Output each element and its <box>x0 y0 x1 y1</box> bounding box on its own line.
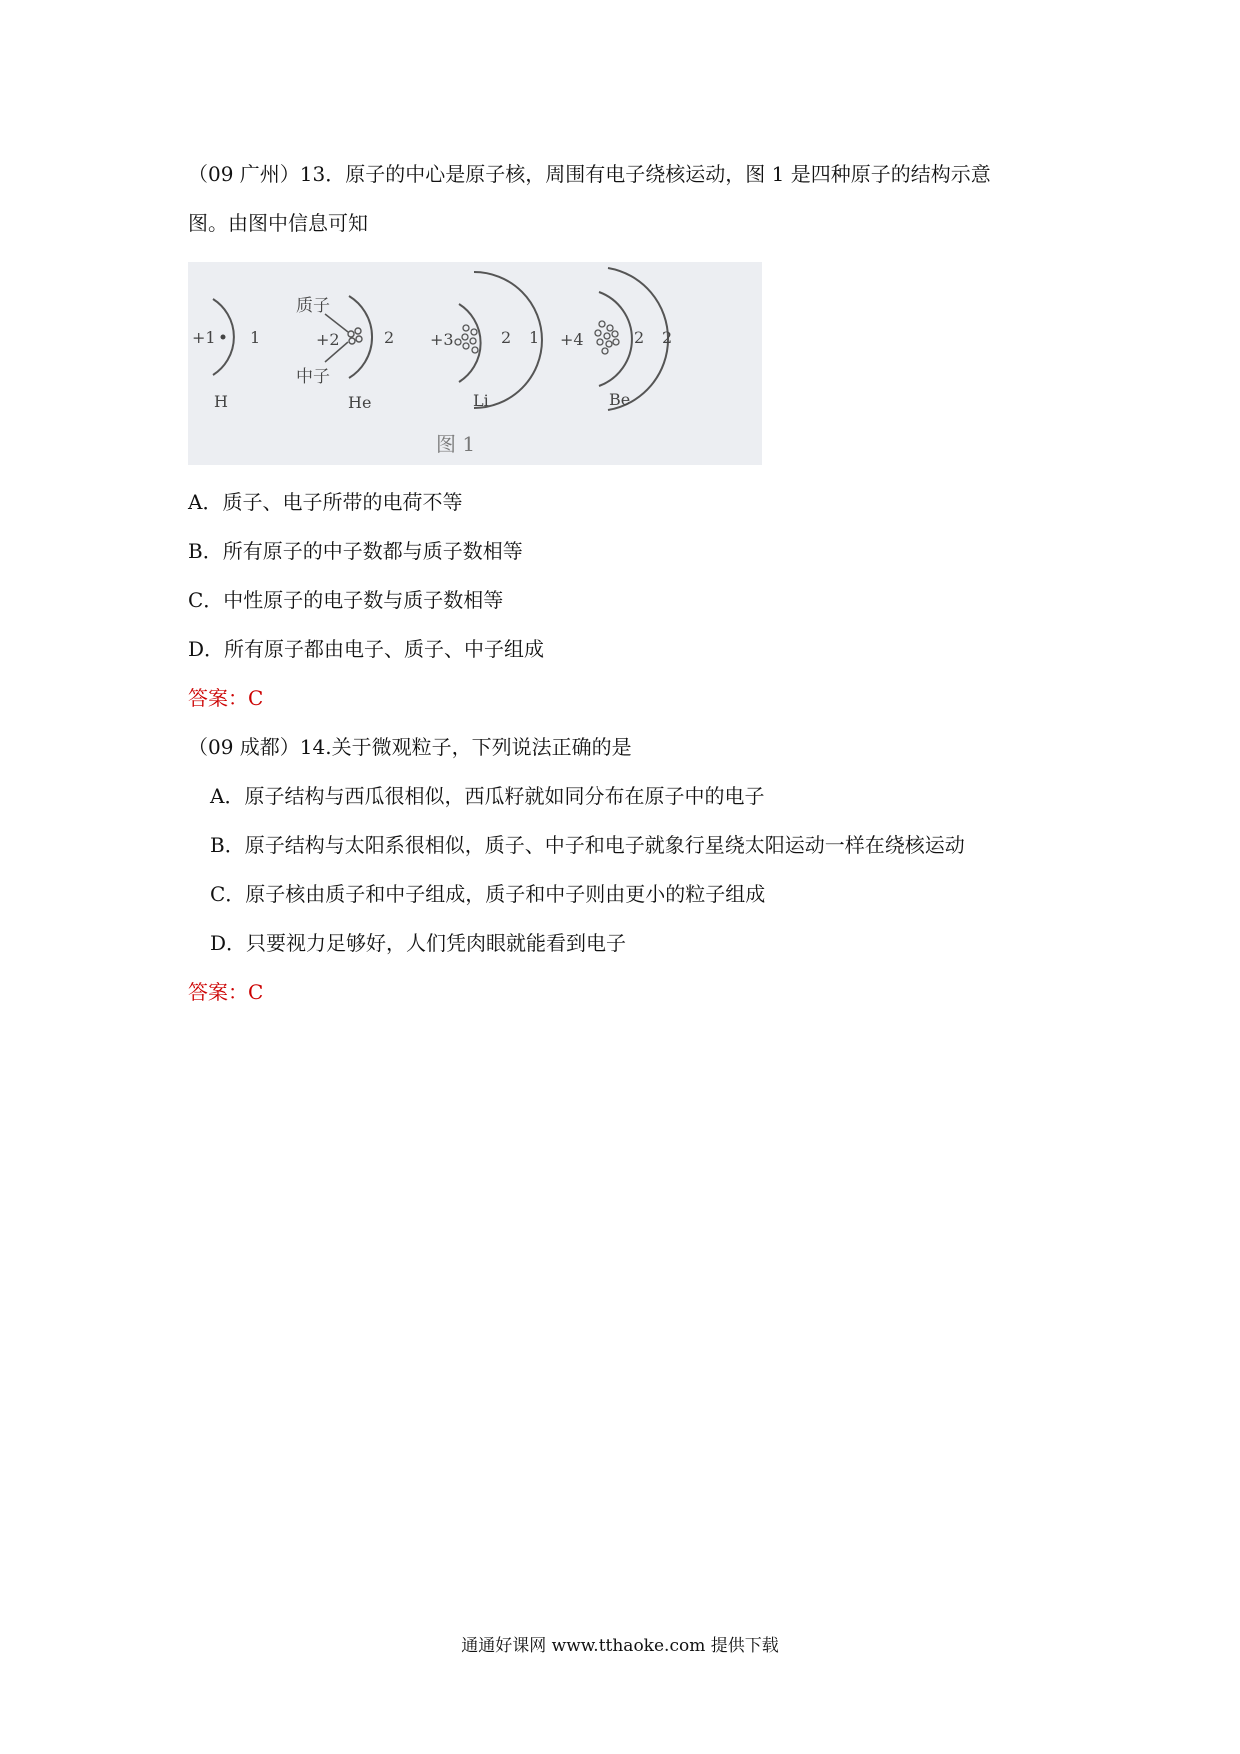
he-nucleus <box>348 328 362 344</box>
question-14-option-b: B．原子结构与太阳系很相似，质子、中子和电子就象行星绕太阳运动一样在绕核运动 <box>210 833 965 857</box>
question-14-option-c: C．原子核由质子和中子组成，质子和中子则由更小的粒子组成 <box>210 882 766 906</box>
question-14-stem: （09 成都）14.关于微观粒子，下列说法正确的是 <box>188 735 632 759</box>
question-13-stem-line1: （09 广州）13．原子的中心是原子核，周围有电子绕核运动，图 1 是四种原子的结构示意 <box>188 162 991 186</box>
li-nucleus-charge: +3 <box>430 330 454 349</box>
he-shell-1-count: 2 <box>384 328 395 347</box>
li-symbol: Li <box>473 391 489 410</box>
question-14-option-a: A．原子结构与西瓜很相似，西瓜籽就如同分布在原子中的电子 <box>210 784 765 808</box>
question-14-answer: 答案：C <box>188 980 264 1004</box>
he-nucleus-charge: +2 <box>316 330 340 349</box>
he-symbol: He <box>348 393 372 412</box>
h-symbol: H <box>214 392 228 411</box>
question-13-stem-line2: 图。由图中信息可知 <box>188 211 368 235</box>
li-nucleus <box>455 325 478 353</box>
be-shell-2-count: 2 <box>662 328 673 347</box>
atom-li <box>430 272 542 410</box>
question-13-option-d: D．所有原子都由电子、质子、中子组成 <box>188 637 545 661</box>
atom-h <box>192 299 260 411</box>
be-nucleus-charge: +4 <box>560 330 584 349</box>
h-shell-1-count: 1 <box>250 328 261 347</box>
h-nucleus <box>221 335 226 340</box>
question-13-option-c: C．中性原子的电子数与质子数相等 <box>188 588 504 612</box>
li-shell-1 <box>459 304 481 382</box>
li-shell-1-count: 2 <box>501 328 512 347</box>
atom-structure-figure <box>188 262 762 465</box>
be-nucleus <box>595 321 619 354</box>
question-13-option-a: A．质子、电子所带的电荷不等 <box>188 490 463 514</box>
be-shell-1-count: 2 <box>634 328 645 347</box>
atom-be <box>560 268 672 410</box>
question-13-answer: 答案：C <box>188 686 264 710</box>
footer: 通通好课网 www.tthaoke.com 提供下载 <box>461 1636 779 1656</box>
li-shell-2-count: 1 <box>529 328 540 347</box>
be-symbol: Be <box>609 390 631 409</box>
neutron-label: 中子 <box>296 367 330 387</box>
atom-he <box>296 296 394 412</box>
question-13-option-b: B．所有原子的中子数都与质子数相等 <box>188 539 523 563</box>
question-14-option-d: D．只要视力足够好，人们凭肉眼就能看到电子 <box>210 931 627 955</box>
figure-caption: 图 1 <box>436 432 476 456</box>
h-nucleus-charge: +1 <box>192 328 216 347</box>
proton-label: 质子 <box>296 296 330 316</box>
